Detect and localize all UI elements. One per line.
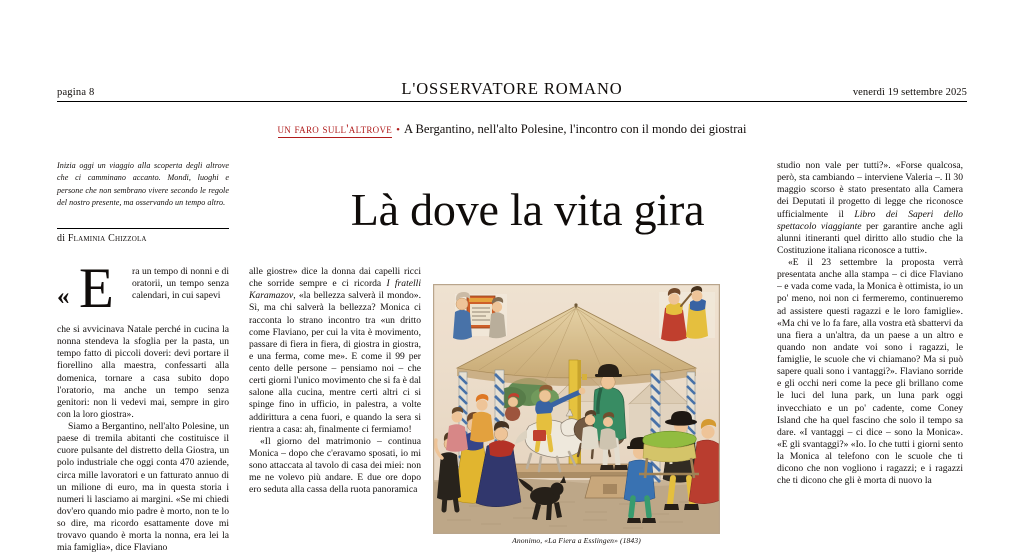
byline	[57, 233, 229, 244]
text-run: studio non vale per tutti?». «Forse qualcosa, però, sta cambiando – interviene Valeria –. Il 30 maggio scorso è stato presentato alla Camera dei Deputati il progetto di legge che riconosce ufficialmente il	[777, 160, 963, 220]
byline-prefix: di	[57, 233, 68, 244]
document-title-libro-dei-saperi: Libro dei Saperi dello spettacolo viaggiante	[777, 208, 963, 232]
paragraph	[249, 266, 421, 436]
section-kicker	[57, 122, 967, 137]
paragraph	[777, 160, 963, 257]
figure-caption	[423, 536, 730, 545]
illustration-svg	[433, 284, 720, 534]
dropcap-block	[57, 266, 229, 324]
book-title-karamazov: I fratelli Karamazov	[249, 278, 421, 302]
masthead-divider	[57, 101, 967, 102]
byline-divider	[57, 228, 229, 229]
text-run: per garantire anche agli alunni itineranti quel diritto allo studio che la Costituzione italiana riconosce a tutti».	[777, 220, 963, 256]
paragraph: «E il 23 settembre la proposta verrà presentata anche alla stampa – ci dice Flaviano – e vada come vada, la Monica è ottimista, io un po' meno, noi non ci fermeremo, continueremo ad assistere questi ragazzi e le loro famiglie». «Ma chi ve lo fa fare, alla vostra età sbattervi da una fiera a un'altra, da un paese a un altro e quando non andate voi sono i ragazzi, le famiglie, le scuole che vi chiamano? Ma si può sapere quali sono i vantaggi?». Flaviano sorride e gli occhi neri come la pece gli brillano come le luci del luna park, un luna park oggi invecchiato e un po' cadente, come Coney Island che ha quel fascino che solo il tempo sa dare. «I vantaggi – ci dice – sono la Monica». «E gli svantaggi?» «Io. Io che tutti i giorni sento la Monica al telefono con le scuole che ti dicono che non vogliono i ragazzi; e i ragazzi che ti dicono che gli è morta di nuovo la	[777, 257, 963, 487]
standfirst: Inizia oggi un viaggio alla scoperta degli altrove che ci camminano accanto. Mondi, luoghi e persone che non sembrano vivere secondo le regole del nostro presente, ma osservando un tempo altro.	[57, 161, 229, 207]
article-column-2	[249, 266, 421, 559]
kicker-subtitle: A Bergantino, nell'alto Polesine, l'incontro con il mondo dei giostrai	[403, 122, 747, 136]
issue-date: venerdì 19 settembre 2025	[852, 87, 967, 98]
paragraph: «Il giorno del matrimonio – continua Monica – dopo che c'eravamo sposati, io mi sono attaccata al tavolo di casa dei miei: non me ne volevo più andare. E due ore dopo ero seduta alla cassa della ruota panoramica	[249, 435, 421, 496]
rubric-label: un faro sull'altrove	[277, 122, 393, 136]
article-column-3	[777, 160, 963, 559]
masthead	[57, 76, 967, 102]
text-run: , «la bellezza salverà il mondo». Sì, ma chi salverà la bellezza? Monica ci racconta lo strano incontro tra «un dritto come Flaviano, per cui la vita è movimento, passare di fiera in fiera, di giostra in giostra, e una ferma, come me». E come il 99 per cento delle persone – pensiamo noi – che certi giorni l'unico movimento che si fa è dal salone alla cucina, mentre certi altri ci si spinge fino in ufficio, in palestra, a volte addirittura a cena fuori, e quando la sera si rientra a casa: ah, finalmente ci fermiamo!	[249, 290, 421, 435]
illustration-carousel-fair	[433, 284, 720, 534]
paragraph: Siamo a Bergantino, nell'alto Polesine, un paese di tremila abitanti che costituisce il cuore pulsante del distretto della Giostra, un polo industriale che oggi conta 470 aziende, circa mille lavoratori e un fatturato annuo di un milione di euro, ma in questa storia i numeri li lasciamo ai margini. «Se mi chiedi dov'ero quando mio padre è morto, non te lo so dire, ma ricordo esattamente dove mi trovavo quando è morta la nonna, era lei la mia famiglia», dice Flaviano	[57, 421, 229, 554]
bullet-separator: •	[396, 124, 400, 136]
paragraph: ra un tempo di nonni e di oratorii, un tempo senza calendari, in cui sapevi	[132, 266, 229, 302]
open-quote-mark: «	[57, 283, 70, 310]
article-headline: Là dove la vita gira	[350, 183, 705, 235]
article-figure	[433, 284, 720, 545]
text-run: alle giostre» dice la donna dai capelli ricci che sorride sempre e ci ricorda	[249, 266, 421, 290]
article-column-1	[57, 266, 229, 559]
caption-title: «La Fiera a Esslingen»	[544, 536, 618, 545]
byline-author: Flaminia Chizzola	[67, 233, 147, 244]
drop-cap-letter: E	[79, 266, 114, 320]
page-number-label: pagina 8	[57, 87, 95, 98]
caption-year: (1843)	[619, 536, 641, 545]
caption-artist: Anonimo,	[512, 536, 543, 545]
newspaper-title: L'OSSERVATORE ROMANO	[401, 79, 623, 98]
paragraph: che si avvicinava Natale perché in cucina la nonna stendeva la sfoglia per la pasta, un tempo fatto di piccoli doveri: devi portare il fiorellino alla maestra, confessarti alla domenica, tornare a casa subito dopo l'oratorio, ma anche un tempo senza genitori: non li vedevi mai, sempre in giro con la loro giostra».	[57, 324, 229, 420]
